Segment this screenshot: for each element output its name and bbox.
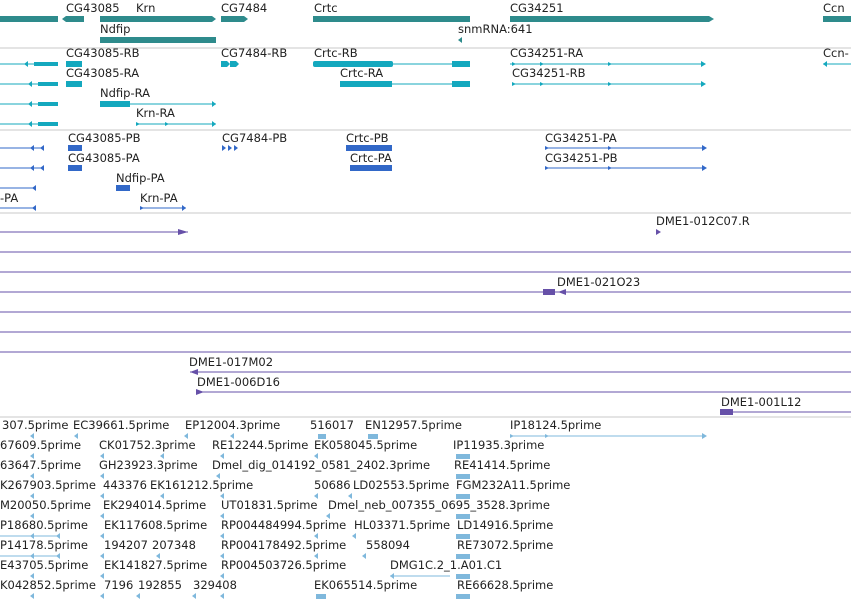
gene-label: Krn — [136, 1, 156, 15]
est-label[interactable]: IP18124.5prime — [510, 418, 602, 432]
gene-label: CG34251 — [510, 1, 564, 15]
est-label[interactable]: 516017 — [310, 418, 354, 432]
gene-feature-cg43085[interactable] — [62, 16, 84, 22]
protein-label: -PA — [0, 191, 19, 205]
est-label[interactable]: EK141827.5prime — [104, 558, 208, 572]
est-label[interactable]: K267903.5prime — [0, 478, 96, 492]
est-label[interactable]: EK117608.5prime — [104, 518, 208, 532]
clone-feature[interactable] — [196, 389, 204, 395]
est-track — [0, 418, 707, 599]
est-label[interactable]: P18680.5prime — [0, 518, 88, 532]
protein-label: CG43085-PA — [68, 151, 140, 165]
protein-label: CG43085-PB — [68, 131, 141, 145]
est-label[interactable]: RP004178492.5prime — [221, 538, 347, 552]
est-label[interactable]: 329408 — [193, 578, 237, 592]
protein-label: CG34251-PB — [545, 151, 618, 165]
est-label[interactable]: RE12244.5prime — [212, 438, 309, 452]
gene-label: CG7484 — [221, 1, 268, 15]
est-label[interactable]: EP12004.3prime — [185, 418, 281, 432]
est-label[interactable]: 192855 — [138, 578, 182, 592]
clone-label: DME1-006D16 — [197, 375, 280, 389]
clone-feature[interactable] — [543, 289, 555, 295]
est-label[interactable]: DMG1C.2_1.A01.C1 — [390, 558, 503, 572]
transcript-feature[interactable] — [100, 101, 130, 107]
clone-label: DME1-001L12 — [721, 395, 802, 409]
gene-feature-crtc[interactable] — [313, 16, 470, 22]
clone-track — [0, 214, 851, 415]
est-label[interactable]: EK058045.5prime — [314, 438, 418, 452]
transcript-feature[interactable] — [340, 81, 392, 87]
est-label[interactable]: RE73072.5prime — [457, 538, 554, 552]
clone-label: DME1-021O23 — [557, 275, 641, 289]
protein-label: CG7484-PB — [222, 131, 288, 145]
est-label[interactable]: 63647.5prime — [0, 458, 82, 472]
gene-feature-ndfip[interactable] — [100, 37, 216, 43]
est-label[interactable]: IP11935.3prime — [453, 438, 545, 452]
clone-feature[interactable] — [656, 229, 661, 235]
gene-feature-cg7484[interactable] — [221, 16, 248, 22]
est-label[interactable]: M20050.5prime — [0, 498, 91, 512]
gene-label: Crtc — [314, 1, 338, 15]
transcript-label: Krn-RA — [136, 106, 175, 120]
gene-label: snmRNA:641 — [458, 22, 533, 36]
est-label[interactable]: 7196 — [104, 578, 134, 592]
protein-feature[interactable] — [116, 185, 130, 191]
transcript-label: CG34251-RA — [510, 46, 584, 60]
gene-feature-cg34251[interactable] — [510, 16, 714, 22]
gene-feature[interactable] — [0, 16, 58, 22]
est-label[interactable]: K042852.5prime — [0, 578, 96, 592]
est-label[interactable]: 558094 — [366, 538, 410, 552]
est-label[interactable]: 50686 — [314, 478, 351, 492]
est-label[interactable]: EC39661.5prime — [73, 418, 170, 432]
transcript-label: Ccn- — [823, 46, 849, 60]
transcript-label: CG43085-RB — [66, 46, 140, 60]
gene-label: CG43085 — [66, 1, 120, 15]
est-label[interactable]: GH23923.3prime — [99, 458, 198, 472]
clone-label: DME1-017M02 — [189, 355, 274, 369]
clone-feature[interactable] — [720, 409, 733, 415]
est-label[interactable]: 207348 — [152, 538, 196, 552]
protein-label: Ndfip-PA — [116, 171, 165, 185]
est-label[interactable]: RP004484994.5prime — [221, 518, 347, 532]
transcript-label: Crtc-RB — [314, 46, 358, 60]
est-label[interactable]: EK065514.5prime — [314, 578, 418, 592]
transcript-label: CG7484-RB — [221, 46, 288, 60]
protein-label: Krn-PA — [140, 191, 178, 205]
est-label[interactable]: LD02553.5prime — [353, 478, 450, 492]
est-label[interactable]: Dmel_neb_007355_0695_3528.3prime — [328, 498, 550, 512]
clone-label: DME1-012C07.R — [656, 214, 750, 228]
est-label[interactable]: RE66628.5prime — [457, 578, 554, 592]
est-label[interactable]: 67609.5prime — [0, 438, 82, 452]
protein-label: CG34251-PA — [545, 131, 617, 145]
transcript-label: Crtc-RA — [340, 66, 384, 80]
est-label[interactable]: 307.5prime — [2, 418, 69, 432]
transcript-track — [0, 46, 851, 127]
gene-feature-ccn[interactable] — [823, 16, 851, 22]
transcript-label: CG43085-RA — [66, 66, 140, 80]
est-label[interactable]: UT01831.5prime — [221, 498, 318, 512]
est-label[interactable]: HL03371.5prime — [354, 518, 451, 532]
est-label[interactable]: 194207 — [104, 538, 148, 552]
est-label[interactable]: RP004503726.5prime — [221, 558, 347, 572]
est-label[interactable]: E43705.5prime — [0, 558, 89, 572]
gene-label: Ndfip — [100, 22, 131, 36]
est-label[interactable]: FGM232A11.5prime — [456, 478, 571, 492]
gene-track — [0, 1, 851, 43]
gene-feature-snmrna[interactable] — [458, 37, 462, 43]
est-label[interactable]: 443376 — [103, 478, 147, 492]
est-label[interactable]: LD14916.5prime — [457, 518, 554, 532]
transcript-feature[interactable] — [66, 81, 82, 87]
protein-track — [0, 131, 707, 211]
transcript-label: CG34251-RB — [512, 66, 586, 80]
est-label[interactable]: RE41414.5prime — [454, 458, 551, 472]
protein-feature[interactable] — [350, 165, 392, 171]
gene-label: Ccn — [823, 1, 845, 15]
est-label[interactable]: CK01752.3prime — [99, 438, 196, 452]
protein-label: Crtc-PA — [350, 151, 392, 165]
transcript-label: Ndfip-RA — [100, 86, 150, 100]
est-label[interactable]: EN12957.5prime — [365, 418, 462, 432]
est-label[interactable]: P14178.5prime — [0, 538, 88, 552]
protein-feature[interactable] — [68, 165, 82, 171]
protein-label: Crtc-PB — [346, 131, 389, 145]
est-label[interactable]: EK294014.5prime — [103, 498, 207, 512]
est-label[interactable]: EK161212.5prime — [150, 478, 254, 492]
clone-feature[interactable] — [178, 229, 188, 235]
est-label[interactable]: Dmel_dig_014192_0581_2402.3prime — [212, 458, 431, 472]
